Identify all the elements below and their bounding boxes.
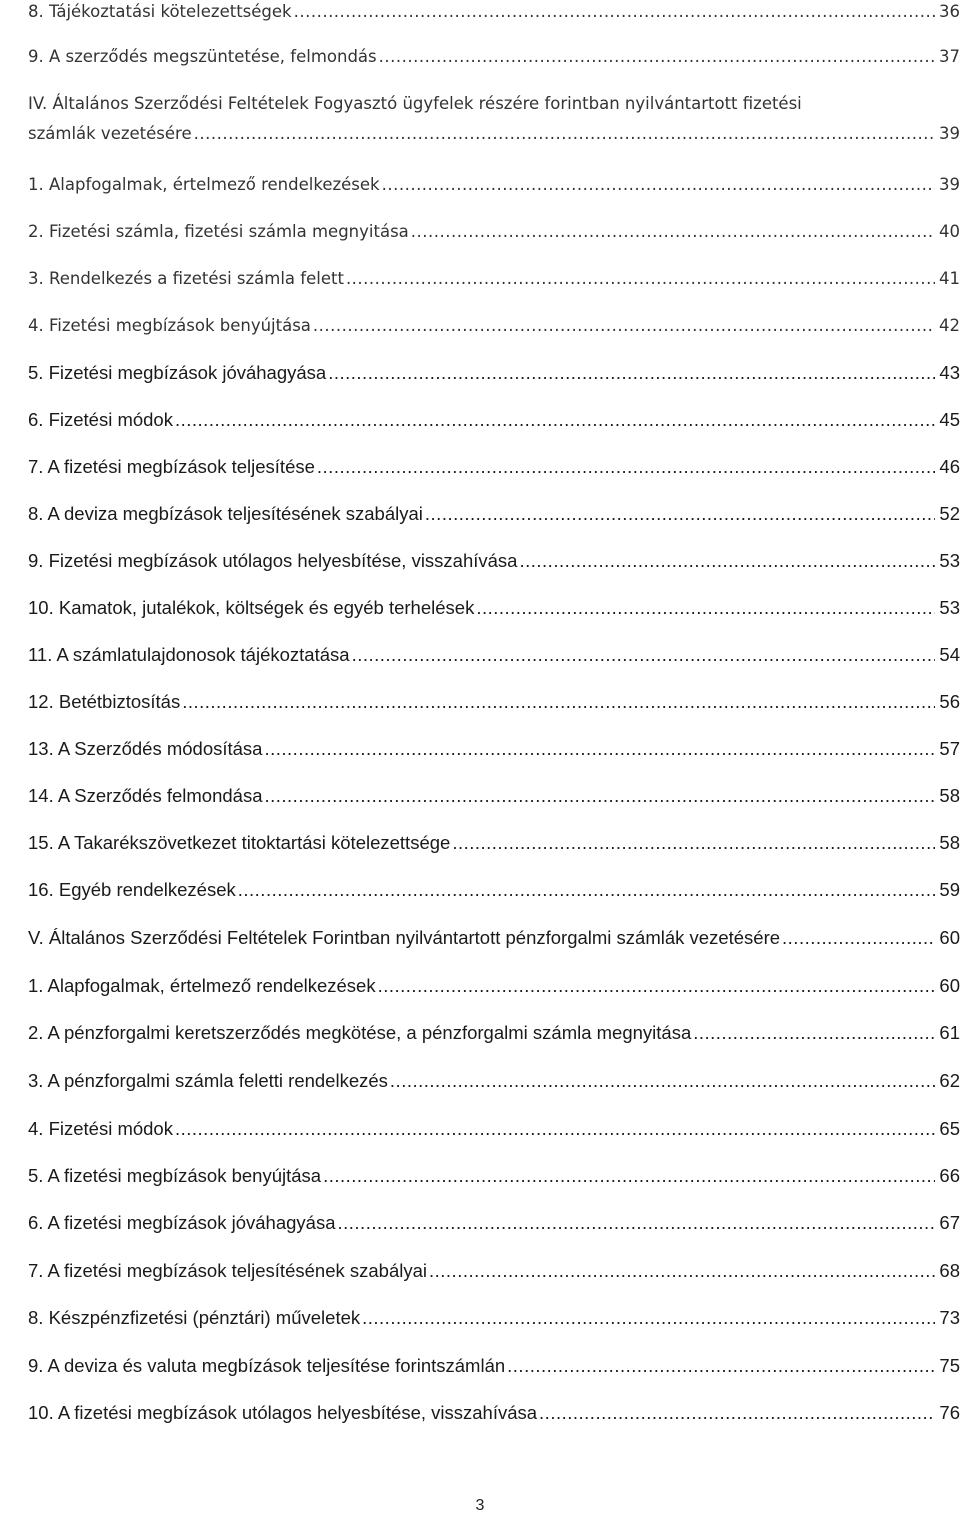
dot-leader — [328, 361, 935, 385]
dot-leader — [346, 267, 935, 291]
toc-entry[interactable] — [28, 314, 960, 344]
dot-leader — [264, 784, 935, 808]
toc-entry-title: 5. A fizetési megbízások benyújtása — [28, 1165, 322, 1186]
dot-leader — [175, 408, 935, 432]
toc-entry-page: 56 — [939, 691, 960, 712]
toc-entry[interactable] — [28, 92, 960, 148]
dot-leader — [182, 690, 935, 714]
toc-entry-title: 2. A pénzforgalmi keretszerződés megkötése, a pénzforgalmi számla megnyitása — [28, 1022, 692, 1043]
toc-entry-title: 6. Fizetési módok — [28, 409, 173, 430]
toc-entry[interactable] — [28, 643, 960, 673]
toc-entry-title: 5. Fizetési megbízások jóváhagyása — [28, 362, 327, 383]
toc-entry[interactable] — [28, 1117, 960, 1147]
toc-entry[interactable] — [28, 549, 960, 579]
dot-leader — [411, 220, 935, 244]
toc-entry-title-line1: IV. Általános Szerződési Feltételek Fogyasztó ügyfelek részére forintban nyilvántartott fizetési — [28, 94, 802, 113]
toc-entry[interactable] — [28, 361, 960, 391]
dot-leader — [323, 1164, 935, 1188]
toc-entry-page: 57 — [939, 738, 960, 759]
toc-entry[interactable] — [28, 596, 960, 626]
dot-leader — [429, 1259, 935, 1283]
toc-entry[interactable] — [28, 1259, 960, 1289]
toc-entry-page: 53 — [939, 597, 960, 618]
toc-entry-title: 16. Egyéb rendelkezések — [28, 879, 236, 900]
dot-leader — [294, 0, 935, 24]
dot-leader — [452, 831, 935, 855]
page-number: 3 — [475, 1497, 485, 1514]
toc-entry-title: 10. Kamatok, jutalékok, költségek és egyéb terhelések — [28, 597, 475, 618]
dot-leader — [238, 878, 936, 902]
dot-leader — [194, 122, 935, 146]
toc-entry-page: 66 — [939, 1165, 960, 1186]
dot-leader — [362, 1306, 935, 1330]
toc-entry-title: 8. Tájékoztatási kötelezettségek — [28, 2, 292, 21]
toc-entry-page: 45 — [939, 409, 960, 430]
dot-leader — [507, 1354, 935, 1378]
toc-entry[interactable] — [28, 502, 960, 532]
toc-entry-page: 73 — [939, 1307, 960, 1328]
toc-entry-title: 9. Fizetési megbízások utólagos helyesbítése, visszahívása — [28, 550, 518, 571]
toc-entry-title: 14. A Szerződés felmondása — [28, 785, 263, 806]
toc-entry-page: 75 — [939, 1355, 960, 1376]
toc-entry-page: 59 — [939, 879, 960, 900]
dot-leader — [476, 596, 935, 620]
toc-entry[interactable] — [28, 737, 960, 767]
toc-entry[interactable] — [28, 878, 960, 908]
toc-entry-page: 60 — [939, 927, 960, 948]
toc-entry-title: 8. A deviza megbízások teljesítésének szabályai — [28, 503, 423, 524]
toc-entry[interactable] — [28, 220, 960, 250]
toc-entry-page: 76 — [939, 1402, 960, 1423]
toc-entry-page: 39 — [939, 124, 960, 143]
toc-entry[interactable] — [28, 45, 960, 75]
toc-entry-page: 43 — [939, 362, 960, 383]
toc-entry-title: 9. A szerződés megszüntetése, felmondás — [28, 47, 377, 66]
toc-entry-title: 9. A deviza és valuta megbízások teljesítése forintszámlán — [28, 1355, 506, 1376]
toc-entry-page: 52 — [939, 503, 960, 524]
dot-leader — [338, 1211, 936, 1235]
toc-entry-title: számlák vezetésére — [28, 124, 192, 143]
toc-entry-title: 10. A fizetési megbízások utólagos helyesbítése, visszahívása — [28, 1402, 538, 1423]
dot-leader — [693, 1021, 935, 1045]
toc-entry-title: 7. A fizetési megbízások teljesítése — [28, 456, 315, 477]
toc-entry-title: 2. Fizetési számla, fizetési számla megnyitása — [28, 222, 409, 241]
toc-entry-page: 46 — [939, 456, 960, 477]
dot-leader — [425, 502, 936, 526]
toc-entry[interactable] — [28, 974, 960, 1004]
toc-entry[interactable] — [28, 455, 960, 485]
dot-leader — [313, 314, 935, 338]
toc-entry-page: 68 — [939, 1260, 960, 1281]
toc-entry[interactable] — [28, 1069, 960, 1099]
toc-entry-title: 4. Fizetési módok — [28, 1118, 173, 1139]
toc-entry-title: 12. Betétbiztosítás — [28, 691, 181, 712]
toc-entry-title: 3. A pénzforgalmi számla feletti rendelkezés — [28, 1070, 388, 1091]
dot-leader — [175, 1117, 935, 1141]
toc-entry[interactable] — [28, 831, 960, 861]
toc-entry-page: 40 — [939, 222, 960, 241]
toc-entry-page: 41 — [939, 269, 960, 288]
dot-leader — [539, 1401, 935, 1425]
toc-entry-title: 6. A fizetési megbízások jóváhagyása — [28, 1212, 336, 1233]
toc-entry[interactable] — [28, 173, 960, 203]
toc-entry-title: 15. A Takarékszövetkezet titoktartási kötelezettsége — [28, 832, 451, 853]
toc-entry[interactable] — [28, 1306, 960, 1336]
toc-entry-page: 62 — [939, 1070, 960, 1091]
toc-entry[interactable] — [28, 408, 960, 438]
toc-entry-page: 60 — [939, 975, 960, 996]
toc-entry-page: 54 — [939, 644, 960, 665]
toc-entry-title: 13. A Szerződés módosítása — [28, 738, 263, 759]
toc-entry-title: 7. A fizetési megbízások teljesítésének szabályai — [28, 1260, 427, 1281]
toc-entry-page: 65 — [939, 1118, 960, 1139]
toc-entry-title: 8. Készpénzfizetési (pénztári) műveletek — [28, 1307, 361, 1328]
toc-entry[interactable] — [28, 1021, 960, 1051]
toc-entry[interactable] — [28, 267, 960, 297]
toc-entry-page: 42 — [939, 316, 960, 335]
dot-leader — [317, 455, 936, 479]
dot-leader — [382, 173, 935, 197]
toc-entry[interactable] — [28, 1211, 960, 1241]
toc-entry-page: 37 — [939, 47, 960, 66]
dot-leader — [390, 1069, 936, 1093]
toc-entry-page: 58 — [939, 785, 960, 806]
toc-entry-page: 36 — [939, 2, 960, 21]
dot-leader — [378, 974, 936, 998]
dot-leader — [782, 926, 935, 950]
dot-leader — [379, 45, 935, 69]
toc-entry-page: 53 — [939, 550, 960, 571]
toc-entry-title: 11. A számlatulajdonosok tájékoztatása — [28, 644, 350, 665]
dot-leader — [519, 549, 935, 573]
toc-entry-title: 3. Rendelkezés a fizetési számla felett — [28, 269, 344, 288]
toc-entry[interactable] — [28, 0, 960, 30]
toc-entry[interactable] — [28, 1164, 960, 1194]
toc-entry-title: V. Általános Szerződési Feltételek Forintban nyilvántartott pénzforgalmi számlák vezetésére — [28, 927, 781, 948]
toc-entry-title: 1. Alapfogalmak, értelmező rendelkezések — [28, 175, 380, 194]
toc-entry-title: 1. Alapfogalmak, értelmező rendelkezések — [28, 975, 376, 996]
toc-entry-title: 4. Fizetési megbízások benyújtása — [28, 316, 311, 335]
toc-entry[interactable] — [28, 1401, 960, 1431]
toc-entry[interactable] — [28, 926, 960, 956]
toc-entry-page: 67 — [939, 1212, 960, 1233]
toc-entry-page: 61 — [939, 1022, 960, 1043]
toc-entry[interactable] — [28, 1354, 960, 1384]
toc-entry-page: 39 — [939, 175, 960, 194]
toc-entry-page: 58 — [939, 832, 960, 853]
toc-entry[interactable] — [28, 690, 960, 720]
toc-entry[interactable] — [28, 784, 960, 814]
dot-leader — [264, 737, 935, 761]
dot-leader — [352, 643, 936, 667]
